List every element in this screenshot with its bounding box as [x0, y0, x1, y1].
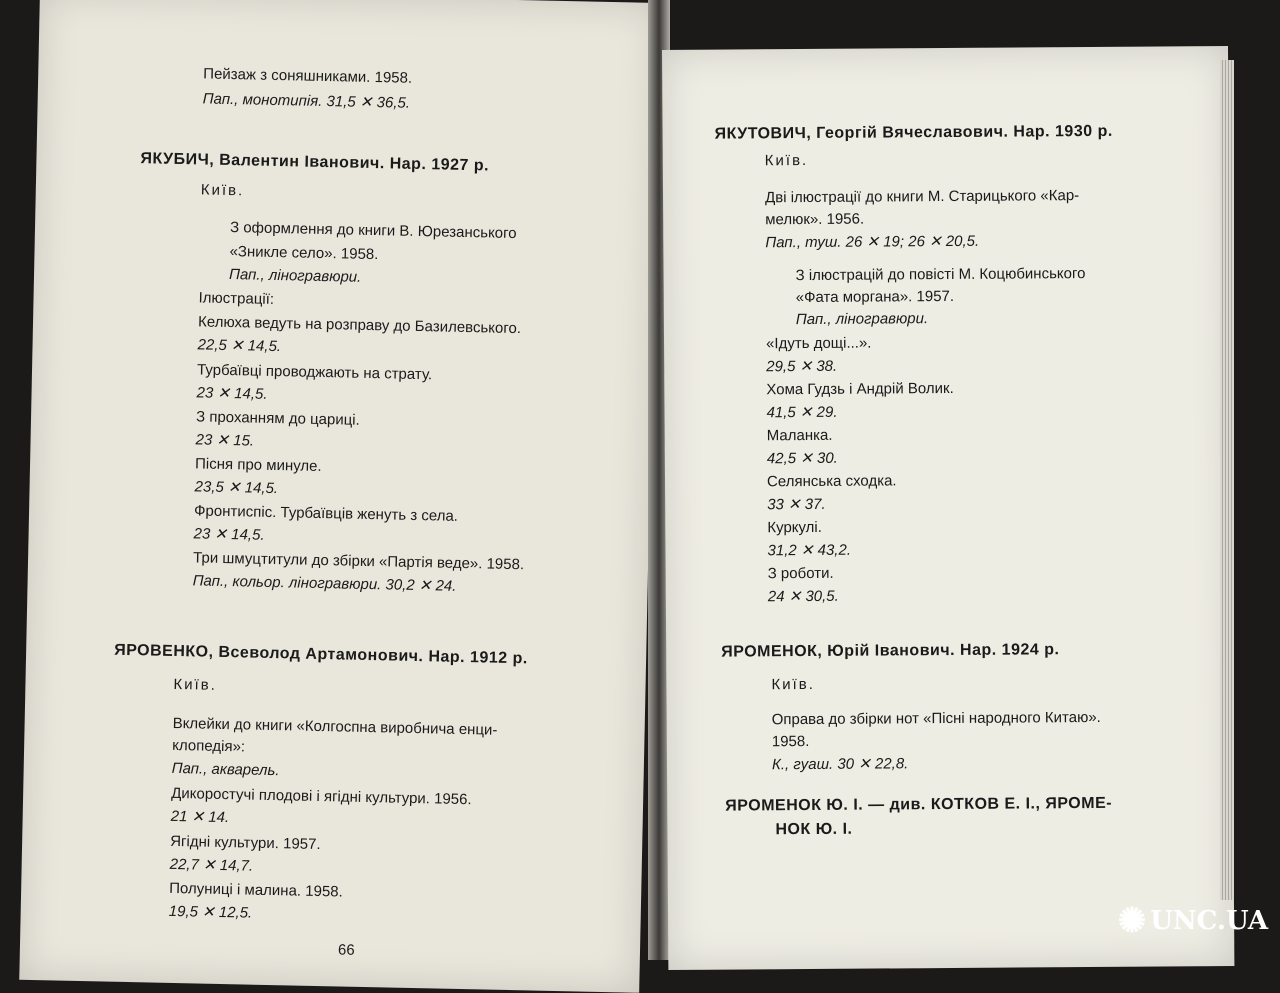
text-line: Пап., ліногравюри.: [228, 266, 362, 286]
city-label: Київ.: [173, 675, 218, 694]
text-line: 19,5 ✕ 12,5.: [168, 902, 253, 922]
text-line: Селянська сходка.: [766, 472, 897, 491]
text-line: 23 ✕ 14,5.: [193, 525, 265, 544]
left-page: [19, 0, 660, 993]
text-line: Пейзаж з соняшниками. 1958.: [203, 65, 413, 87]
text-line: Пісня про минуле.: [194, 455, 322, 476]
text-line: 31,2 ✕ 43,2.: [767, 541, 852, 560]
text-line: К., гуаш. 30 ✕ 22,8.: [771, 755, 909, 774]
entry-heading: ЯКУТОВИЧ, Георгій Вячеславович. Нар. 1930 р.: [714, 122, 1113, 143]
text-line: 33 ✕ 37.: [767, 495, 826, 514]
right-page: [662, 46, 1234, 970]
text-line: Пап., монотипія. 31,5 ✕ 36,5.: [202, 90, 411, 112]
text-line: 22,5 ✕ 14,5.: [197, 336, 282, 356]
text-line: 22,7 ✕ 14,7.: [169, 855, 254, 875]
text-line: Полуниці і малина. 1958.: [169, 879, 343, 901]
text-line: Три шмуцтитули до збірки «Партія веде». 1958.: [192, 549, 525, 574]
text-line: З роботи.: [767, 564, 834, 583]
text-line: Вклейки до книги «Колгоспна виробнича енци-: [172, 714, 498, 739]
text-line: Дві ілюстрації до книги М. Старицького «Кар-: [764, 187, 1080, 207]
text-line: З оформлення до книги В. Юрезанського: [229, 219, 517, 243]
city-label: Київ.: [771, 675, 815, 694]
text-line: «Ідуть дощі...».: [765, 334, 872, 353]
text-line: мелюк». 1956.: [765, 210, 865, 229]
text-line: 23 ✕ 14,5.: [196, 384, 268, 403]
page-edges: [1220, 60, 1234, 900]
text-line: Ягідні культури. 1957.: [170, 832, 321, 854]
text-line: Пап., ліногравюри.: [795, 310, 929, 329]
text-line: 24 ✕ 30,5.: [767, 587, 839, 606]
entry-heading: ЯРОВЕНКО, Всеволод Артамонович. Нар. 1912 р.: [114, 641, 528, 668]
text-line: Маланка.: [766, 426, 833, 445]
text-line: 23 ✕ 15.: [195, 431, 255, 450]
city-label: Київ.: [764, 151, 809, 170]
text-line: 41,5 ✕ 29.: [766, 403, 838, 422]
cross-reference: НОК Ю. І.: [775, 820, 853, 839]
watermark: [1117, 901, 1268, 941]
text-line: Дикоростучі плодові і ягідні культури. 1956.: [171, 784, 472, 809]
text-line: Пап., кольор. ліногравюри. 30,2 ✕ 24.: [192, 572, 457, 595]
text-line: «Фата моргана». 1957.: [795, 287, 955, 307]
text-line: 29,5 ✕ 38.: [766, 357, 838, 376]
text-line: 23,5 ✕ 14,5.: [194, 478, 279, 498]
text-line: Турбаївці проводжають на страту.: [196, 361, 433, 384]
text-line: «Зникле село». 1958.: [229, 243, 379, 264]
text-line: 21 ✕ 14.: [170, 807, 230, 827]
text-line: Пап., акварель.: [171, 759, 280, 780]
text-line: З проханням до цариці.: [195, 408, 360, 429]
text-line: Куркулі.: [767, 518, 822, 537]
sun-icon: ✺: [1117, 901, 1147, 941]
text-line: Фронтиспіс. Турбаївців женуть з села.: [193, 502, 459, 525]
text-line: Ілюстрації:: [198, 289, 275, 308]
text-line: Оправа до збірки нот «Пісні народного Китаю».: [771, 708, 1101, 729]
city-label: Київ.: [200, 181, 245, 200]
watermark-text: UNC.UA: [1150, 906, 1268, 936]
text-line: Келюха ведуть на розправу до Базилевського.: [197, 313, 522, 338]
text-line: З ілюстрацій до повісті М. Коцюбинського: [795, 265, 1086, 285]
text-line: 42,5 ✕ 30.: [766, 449, 838, 468]
text-line: клопедія»:: [172, 736, 246, 756]
text-line: Хома Гудзь і Андрій Волик.: [766, 379, 954, 399]
entry-heading: ЯРОМЕНОК, Юрій Іванович. Нар. 1924 р.: [721, 641, 1060, 661]
text-line: Пап., туш. 26 ✕ 19; 26 ✕ 20,5.: [765, 232, 980, 252]
entry-heading: ЯКУБИЧ, Валентин Іванович. Нар. 1927 р.: [140, 150, 490, 175]
page-number: 66: [337, 941, 355, 959]
text-line: 1958.: [771, 732, 810, 751]
cross-reference: ЯРОМЕНОК Ю. І. — див. КОТКОВ Е. І., ЯРОМЕ-: [725, 794, 1113, 815]
